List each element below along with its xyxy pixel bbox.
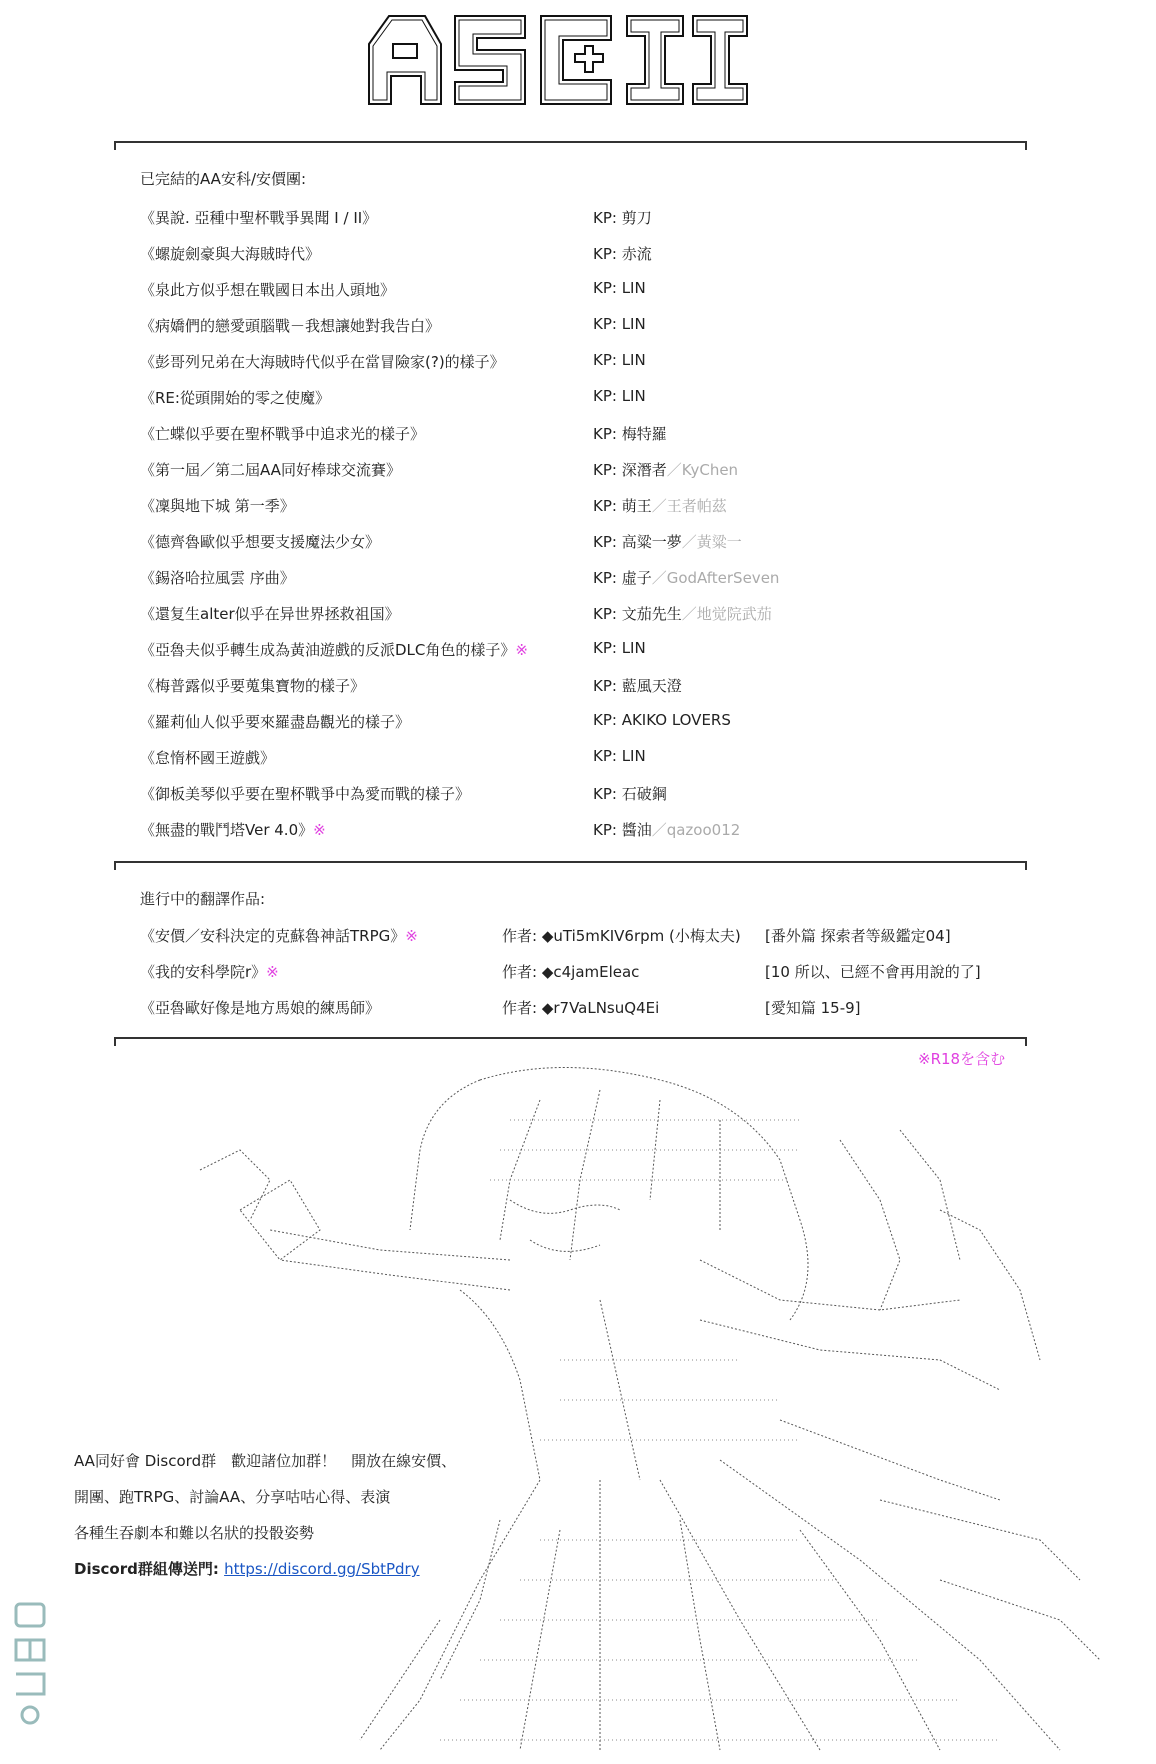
completed-item-title-text: 《還复生alter似乎在异世界拯救祖国》 xyxy=(140,605,400,623)
completed-item-title-text: 《無盡的戰鬥塔Ver 4.0》 xyxy=(140,821,314,839)
completed-item-title xyxy=(140,783,470,804)
kp-name: KP: 剪刀 xyxy=(593,209,652,227)
completed-item-title xyxy=(140,567,295,588)
completed-item-title xyxy=(140,315,440,336)
completed-item-title xyxy=(140,675,365,696)
completed-item-title-text: 《德齊魯歐似乎想要支援魔法少女》 xyxy=(140,533,381,551)
completed-item-title-text: 《RE:從頭開始的零之使魔》 xyxy=(140,389,330,407)
completed-item-title xyxy=(140,279,395,300)
completed-item-title-text: 《錫洛哈拉風雲 序曲》 xyxy=(140,569,295,587)
kp-name: KP: 高粱一夢 xyxy=(593,533,682,551)
completed-item-kp xyxy=(593,747,646,765)
completed-item-title xyxy=(140,747,275,768)
completed-item-title-text: 《亡蝶似乎要在聖杯戰爭中追求光的樣子》 xyxy=(140,425,426,443)
kp-name: KP: LIN xyxy=(593,747,646,765)
kp-name: KP: LIN xyxy=(593,639,646,657)
divider-bottom xyxy=(114,1037,1027,1039)
kp-name: KP: 醬油 xyxy=(593,821,652,839)
completed-item-title xyxy=(140,819,326,840)
ascii-logo-art xyxy=(365,10,750,108)
completed-item-title xyxy=(140,243,320,264)
completed-item-kp xyxy=(593,459,738,480)
completed-item-kp xyxy=(593,675,682,696)
completed-item-title-text: 《病嬌們的戀愛頭腦戰－我想讓她對我告白》 xyxy=(140,317,441,335)
completed-item-title-text: 《彭哥列兄弟在大海賊時代似乎在當冒險家(?)的樣子》 xyxy=(140,353,505,371)
translation-item-title xyxy=(140,925,418,946)
translation-item-progress: [番外篇 探索者等級鑑定04] xyxy=(765,927,951,945)
kp-name: KP: AKIKO LOVERS xyxy=(593,711,731,729)
completed-item-kp xyxy=(593,819,740,840)
ascii-logo xyxy=(365,10,750,108)
completed-item-title-text: 《泉此方似乎想在戰國日本出人頭地》 xyxy=(140,281,396,299)
kp-name: KP: 虛子 xyxy=(593,569,652,587)
r18-note: ※R18を含む xyxy=(918,1050,1006,1068)
kp-name: KP: 萌王 xyxy=(593,497,652,515)
completed-item-title xyxy=(140,207,377,228)
watermark-logo xyxy=(10,1600,50,1750)
completed-item-kp xyxy=(593,243,652,264)
discord-line-3: 各種生吞劇本和難以名狀的投骰姿勢 xyxy=(74,1524,315,1542)
completed-item-title xyxy=(140,423,425,444)
kp-name: KP: 文茄先生 xyxy=(593,605,682,623)
completed-item-title xyxy=(140,603,400,624)
translation-item-progress: [愛知篇 15-9] xyxy=(765,999,861,1017)
completed-item-kp xyxy=(593,279,646,297)
completed-item-kp xyxy=(593,207,652,228)
translation-item-author: 作者: ◆c4jamEleac xyxy=(502,963,640,981)
kp-alias: ／GodAfterSeven xyxy=(651,569,780,587)
completed-item-title-text: 《羅莉仙人似乎要來羅盡島觀光的樣子》 xyxy=(140,713,411,731)
completed-item-kp xyxy=(593,423,667,444)
kp-alias: ／qazoo012 xyxy=(651,821,741,839)
completed-item-kp xyxy=(593,783,667,804)
translation-item-progress: [10 所以、已經不會再用說的了] xyxy=(765,963,981,981)
completed-item-kp xyxy=(593,603,772,624)
completed-section-title: 已完結的AA安科/安價團: xyxy=(140,170,307,188)
completed-item-kp xyxy=(593,567,779,588)
ascii-art-figure xyxy=(180,1060,1120,1760)
kp-alias: ／地觉院武茄 xyxy=(681,605,772,623)
completed-item-title xyxy=(140,639,528,660)
translation-title-text: 《我的安科學院r》 xyxy=(140,963,267,981)
kp-name: KP: 石破鋼 xyxy=(593,785,667,803)
divider-top xyxy=(114,141,1027,143)
adult-content-mark: ※ xyxy=(405,927,418,945)
kp-alias: ／黃粱一 xyxy=(681,533,742,551)
kp-alias: ／王者帕茲 xyxy=(651,497,727,515)
translation-title-text: 《亞魯歐好像是地方馬娘的練馬師》 xyxy=(140,999,381,1017)
site-watermark xyxy=(10,1600,50,1750)
translations-section-title: 進行中的翻譯作品: xyxy=(140,890,266,908)
completed-item-kp xyxy=(593,387,646,405)
adult-content-mark: ※ xyxy=(313,821,326,839)
completed-item-title-text: 《亞魯夫似乎轉生成為黃油遊戲的反派DLC角色的樣子》 xyxy=(140,641,516,659)
completed-item-kp xyxy=(593,531,742,552)
discord-link-label: Discord群組傳送門: xyxy=(74,1560,225,1578)
discord-line-1: AA同好會 Discord群 歡迎諸位加群！ 開放在線安價、 xyxy=(74,1452,457,1470)
completed-item-title-text: 《御板美琴似乎要在聖杯戰爭中為愛而戰的樣子》 xyxy=(140,785,471,803)
completed-item-kp xyxy=(593,351,646,369)
kp-name: KP: LIN xyxy=(593,351,646,369)
kp-name: KP: 深潛者 xyxy=(593,461,667,479)
discord-link[interactable]: https://discord.gg/SbtPdry xyxy=(224,1560,420,1578)
kp-name: KP: 藍風天澄 xyxy=(593,677,682,695)
completed-item-title-text: 《螺旋劍豪與大海賊時代》 xyxy=(140,245,321,263)
completed-item-title-text: 《第一屆／第二屆AA同好棒球交流賽》 xyxy=(140,461,401,479)
discord-line-2: 開團、跑TRPG、討論AA、分享咕咕心得、表演 xyxy=(74,1488,391,1506)
translation-item-author: 作者: ◆uTi5mKIV6rpm (小梅太夫) xyxy=(502,927,741,945)
ascii-art-illustration xyxy=(180,1060,1120,1760)
completed-item-kp xyxy=(593,639,646,657)
translation-item-title xyxy=(140,997,380,1018)
adult-content-mark: ※ xyxy=(515,641,528,659)
completed-item-title-text: 《異說. 亞種中聖杯戰爭異聞 I / II》 xyxy=(140,209,378,227)
translation-item-title xyxy=(140,961,279,982)
kp-alias: ／KyChen xyxy=(666,461,739,479)
kp-name: KP: 梅特羅 xyxy=(593,425,667,443)
completed-item-title xyxy=(140,711,410,732)
divider-middle xyxy=(114,861,1027,863)
completed-item-title-text: 《怠惰杯國王遊戲》 xyxy=(140,749,276,767)
completed-item-title xyxy=(140,387,330,408)
completed-item-kp xyxy=(593,495,727,516)
completed-item-title-text: 《梅普露似乎要蒐集寶物的樣子》 xyxy=(140,677,366,695)
completed-item-title xyxy=(140,459,401,480)
completed-item-title xyxy=(140,531,380,552)
completed-item-title-text: 《凜與地下城 第一季》 xyxy=(140,497,295,515)
completed-item-kp xyxy=(593,315,646,333)
translation-item-author: 作者: ◆r7VaLNsuQ4Ei xyxy=(502,999,660,1017)
kp-name: KP: LIN xyxy=(593,279,646,297)
kp-name: KP: 赤流 xyxy=(593,245,652,263)
adult-content-mark: ※ xyxy=(266,963,279,981)
kp-name: KP: LIN xyxy=(593,387,646,405)
completed-item-title xyxy=(140,495,295,516)
completed-item-kp xyxy=(593,711,731,729)
translation-title-text: 《安價／安科決定的克蘇魯神話TRPG》 xyxy=(140,927,406,945)
completed-item-title xyxy=(140,351,505,372)
kp-name: KP: LIN xyxy=(593,315,646,333)
